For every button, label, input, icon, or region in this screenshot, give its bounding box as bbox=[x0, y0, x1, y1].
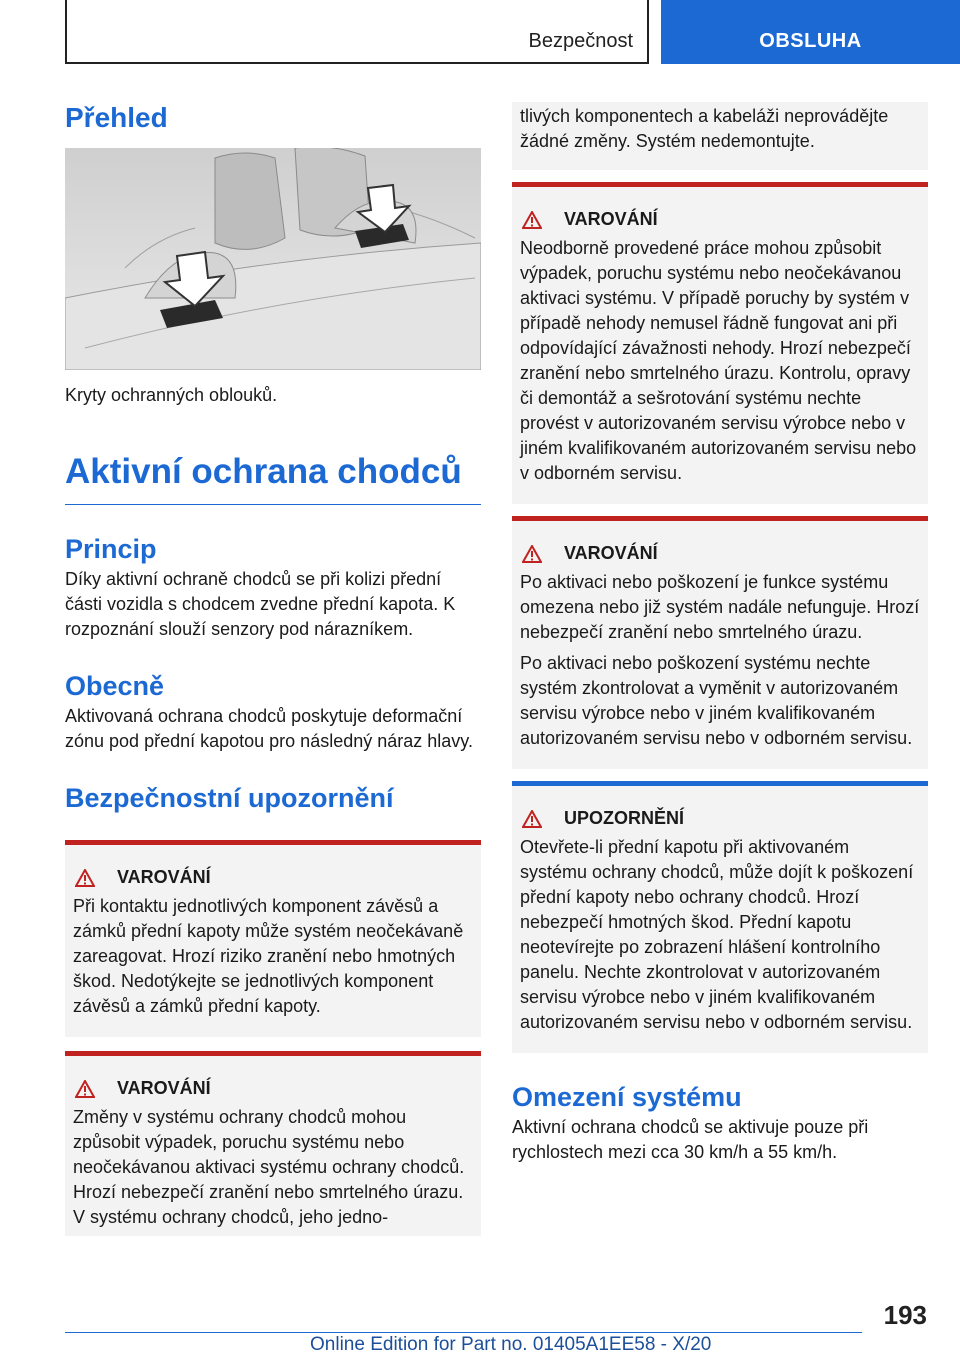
principle-heading: Princip bbox=[65, 534, 157, 564]
warning-triangle-icon bbox=[522, 211, 542, 229]
header-section-box bbox=[65, 0, 649, 64]
footer-edition-link[interactable]: Online Edition for Part no. 01405A1EE58 - X/20 bbox=[310, 1334, 712, 1355]
right-column bbox=[512, 102, 928, 1165]
warning-label: VAROVÁNÍ bbox=[564, 543, 658, 563]
warning-text-continued: tlivých komponentech a kabeláži neprovádějte žádné změny. Systém nedemontujte. bbox=[520, 106, 889, 151]
warning-label: VAROVÁNÍ bbox=[117, 1078, 211, 1098]
warning-triangle-icon bbox=[522, 810, 542, 828]
left-column bbox=[65, 102, 481, 1236]
general-heading: Obecně bbox=[65, 671, 165, 701]
warning-box-modifications bbox=[65, 1051, 481, 1236]
warning-text: Neodborně provedené práce mohou způsobit výpadek, poruchu systému nebo neočekávanou aktivaci systému. V případě poruchy by systém v případě nehody nemusel řádně fungovat ani při odpovídající závažnosti nehody. Hrozí nebezpečí zranění nebo smrtelného úrazu. Kontrolu, opravy či demontáž a sešrotování systému nechte provést v autorizovaném servisu výrobce nebo v jiném kvalifikovaném autorizovaném servisu nebo v odborném servisu. bbox=[520, 238, 917, 483]
footer-rule bbox=[65, 1332, 862, 1333]
warning-text: Po aktivaci nebo poškození systému nechte systém zkontrolovat a vyměnit v autorizovaném servisu výrobce nebo v jiném kvalifikovaném autorizovaném servisu nebo v odborném servisu. bbox=[520, 653, 913, 748]
limits-text: Aktivní ochrana chodců se aktivuje pouze při rychlostech mezi cca 30 km/h a 55 km/h. bbox=[512, 1117, 869, 1162]
principle-text: Díky aktivní ochraně chodců se při kolizi přední části vozidla s chodcem zvedne přední kapota. K rozpoznání slouží senzory pod nárazníkem. bbox=[65, 569, 456, 639]
warning-box-after-activation bbox=[512, 516, 928, 769]
header-chapter-tab[interactable] bbox=[661, 0, 960, 64]
warning-box-hinges bbox=[65, 840, 481, 1037]
chapter-title: Aktivní ochrana chodců bbox=[65, 452, 481, 505]
notice-text: Otevřete-li přední kapotu při aktivovaném systému ochrany chodců, může dojít k poškození přední kapoty nebo ochrany chodců. Hrozí nebezpečí hmotných škod. Přední kapotu neotevírejte po zobrazení hlášení kontrolního panelu. Nechte zkontrolovat v autorizovaném servisu výrobce nebo v jiném kvalifikovaném autorizovaném servisu nebo v odborném servisu. bbox=[520, 837, 914, 1032]
warning-box-modifications-continued bbox=[512, 102, 928, 170]
warning-label: VAROVÁNÍ bbox=[117, 867, 211, 887]
warning-triangle-icon bbox=[522, 545, 542, 563]
page-header bbox=[0, 0, 960, 66]
limits-heading: Omezení systému bbox=[512, 1082, 742, 1112]
header-chapter-label: OBSLUHA bbox=[759, 30, 862, 52]
page-number: 193 bbox=[883, 1300, 927, 1330]
notice-box-hood bbox=[512, 781, 928, 1053]
notice-label: UPOZORNĚNÍ bbox=[564, 808, 685, 828]
rollover-bar-covers-photo bbox=[65, 148, 481, 370]
warning-box-improper-work bbox=[512, 182, 928, 504]
warning-text: Po aktivaci nebo poškození je funkce systému omezena nebo již systém nadále nefunguje. Hrozí nebezpečí zranění nebo smrtelného úrazu. bbox=[520, 572, 920, 642]
warning-text: Při kontaktu jednotlivých komponent závěsů a zámků přední kapoty může systém neočekávaně zareagovat. Hrozí riziko zranění nebo hmotných škod. Nedotýkejte se jednotlivých komponent závěsů a zámků přední kapoty. bbox=[73, 896, 464, 1016]
header-section-title: Bezpečnost bbox=[528, 30, 633, 52]
warning-triangle-icon bbox=[75, 869, 95, 887]
car-interior-illustration bbox=[65, 148, 481, 370]
warning-triangle-icon bbox=[75, 1080, 95, 1098]
photo-caption: Kryty ochranných oblouků. bbox=[65, 385, 278, 405]
warning-label: VAROVÁNÍ bbox=[564, 209, 658, 229]
warning-text: Změny v systému ochrany chodců mohou způsobit výpadek, poruchu systému nebo neočekávanou aktivaci systému ochrany chodců. Hrozí nebezpečí zranění nebo smrtelného úrazu. V systému ochrany chodců, jeho jedno- bbox=[73, 1107, 465, 1227]
safety-heading: Bezpečnostní upozornění bbox=[65, 783, 394, 813]
general-text: Aktivovaná ochrana chodců poskytuje deformační zónu pod přední kapotou pro následný náraz hlavy. bbox=[65, 706, 473, 751]
overview-heading: Přehled bbox=[65, 102, 168, 133]
